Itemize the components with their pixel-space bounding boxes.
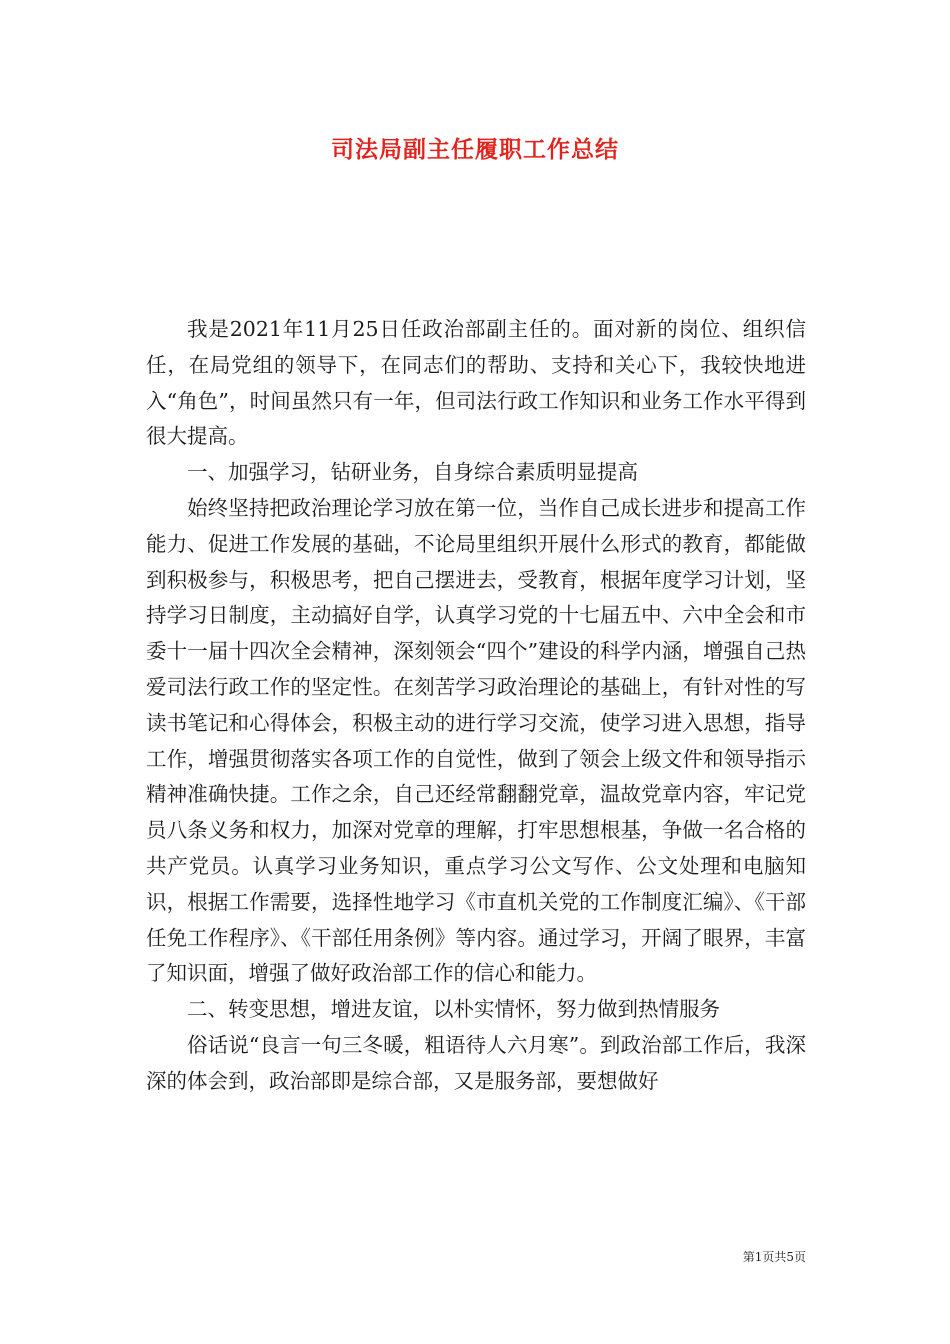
body-paragraph: 我是2021年11月25日任政治部副主任的。面对新的岗位、组织信任，在局党组的领导下，在同志们的帮助、支持和关心下，我较快地进入“角色”，时间虽然只有一年，但司法行政工作知识和业务工作水平得到很大提高。 bbox=[146, 317, 806, 449]
document-body bbox=[146, 312, 806, 1100]
body-paragraph: 始终坚持把政治理论学习放在第一位，当作自己成长进步和提高工作能力、促进工作发展的基础，不论局里组织开展什么形式的教育，都能做到积极参与，积极思考，把自己摆进去，受教育，根据年度学习计划，坚持学习日制度，主动搞好自学，认真学习党的十七届五中、六中全会和市委十一届十四次全会精神，深刻领会“四个”建设的科学内涵，增强自己热爱司法行政工作的坚定性。在刻苦学习政治理论的基础上，有针对性的写读书笔记和心得体会，积极主动的进行学习交流，使学习进入思想，指导工作，增强贯彻落实各项工作的自觉性，做到了领会上级文件和领导指示精神准确快捷。工作之余，自己还经常翻翻党章，温故党章内容，牢记党员八条义务和权力，加深对党章的理解，打牢思想根基，争做一名合格的共产党员。认真学习业务知识，重点学习公文写作、公文处理和电脑知识，根据工作需要，选择性地学习《市直机关党的工作制度汇编》、《干部任免工作程序》、《干部任用条例》等内容。通过学习，开阔了眼界，丰富了知识面，增强了做好政治部工作的信心和能力。 bbox=[146, 495, 806, 986]
page-number: 第1页共5页 bbox=[742, 1250, 806, 1264]
document-title: 司法局副主任履职工作总结 bbox=[331, 136, 619, 163]
body-paragraph: 俗话说“良言一句三冬暖，粗语待人六月寒”。到政治部工作后，我深深的体会到，政治部即是综合部，又是服务部，要想做好 bbox=[146, 1032, 806, 1093]
section-heading: 二、转变思想，增进友谊，以朴实情怀，努力做到热情服务 bbox=[187, 997, 720, 1022]
section-heading: 一、加强学习，钻研业务，自身综合素质明显提高 bbox=[187, 460, 638, 485]
